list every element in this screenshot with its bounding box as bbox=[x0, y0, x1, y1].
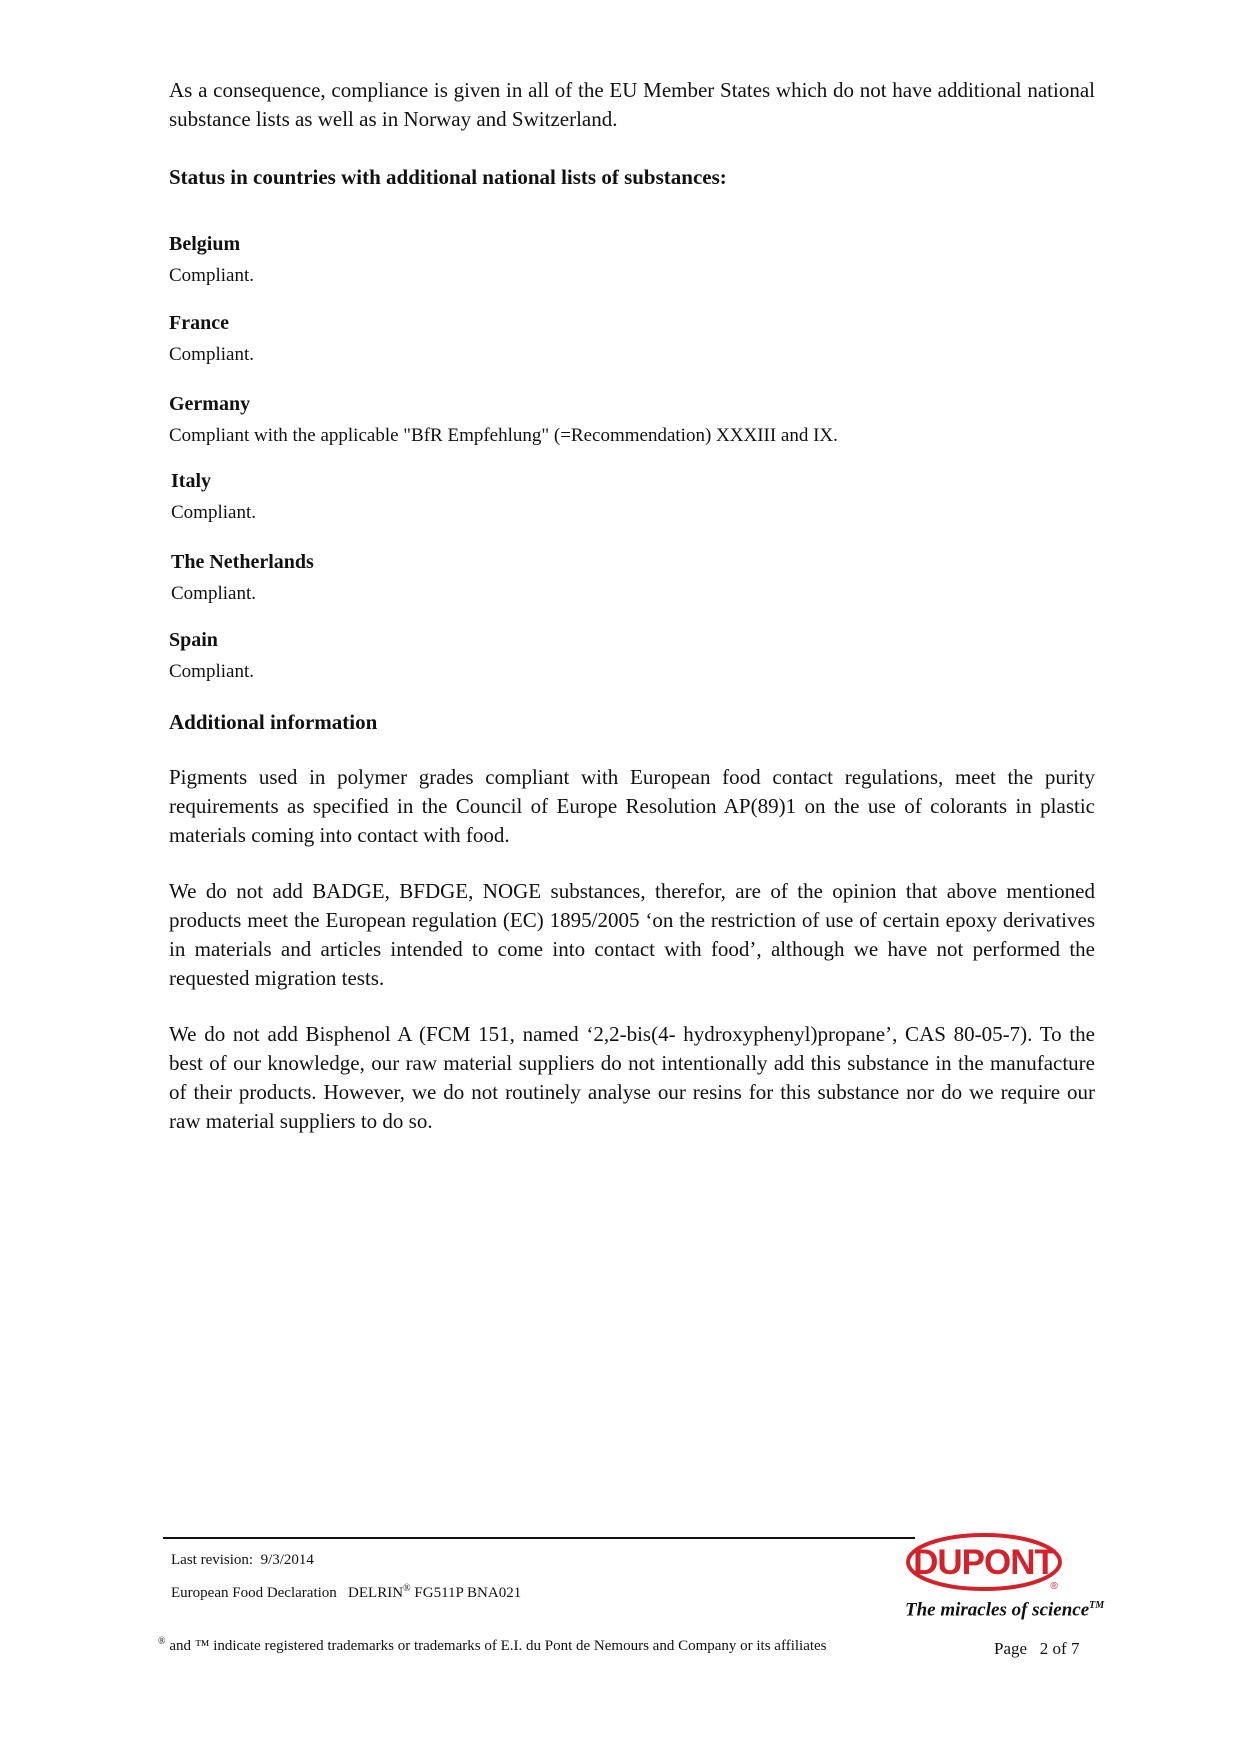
product-code: FG511P BNA021 bbox=[414, 1585, 522, 1601]
logo-registered-mark: ® bbox=[1050, 1581, 1058, 1592]
tagline bbox=[905, 1595, 1125, 1621]
country-spain bbox=[169, 627, 1095, 685]
badge-paragraph bbox=[169, 877, 1095, 993]
intro-text: As a consequence, compliance is given in all of the EU Member States which do not have additional national substance lists as well as in Norway and Switzerland. bbox=[169, 78, 1095, 131]
paragraph-text: We do not add Bisphenol A (FCM 151, named ‘2,2-bis(4- hydroxyphenyl)propane’, CAS 80-05-7). To the best of our knowledge, our raw material suppliers do not intentionally add this substance in the manufacture of their products. However, we do not routinely analyse our resins for this substance nor do we require our raw material suppliers to do so. bbox=[169, 1022, 1095, 1133]
last-revision-date: 9/3/2014 bbox=[260, 1552, 314, 1568]
intro-paragraph bbox=[169, 76, 1095, 134]
declaration-line bbox=[171, 1584, 521, 1602]
country-status: Compliant. bbox=[171, 583, 256, 604]
trademark-note bbox=[158, 1637, 918, 1655]
country-germany bbox=[169, 391, 1095, 449]
country-belgium bbox=[169, 231, 1095, 289]
country-name: France bbox=[169, 312, 229, 334]
bisphenol-paragraph bbox=[169, 1020, 1095, 1136]
country-status: Compliant. bbox=[171, 502, 256, 523]
trademark-symbol: ® bbox=[158, 1636, 166, 1647]
registered-mark: ® bbox=[403, 1583, 411, 1594]
country-status: Compliant. bbox=[169, 661, 254, 682]
paragraph-text: Pigments used in polymer grades compliant with European food contact regulations, meet the purity requirements as specified in the Council of Europe Resolution AP(89)1 on the use of colorants in plastic materials coming into contact with food. bbox=[169, 765, 1095, 847]
country-name: Spain bbox=[169, 629, 218, 651]
country-italy bbox=[171, 468, 1097, 526]
last-revision-label: Last revision: bbox=[171, 1552, 254, 1568]
footer-divider bbox=[163, 1537, 915, 1539]
tagline-mark: TM bbox=[1089, 1600, 1105, 1611]
country-status: Compliant. bbox=[169, 344, 254, 365]
country-name: Italy bbox=[171, 470, 211, 492]
logo-wordmark: DUPONT bbox=[913, 1543, 1055, 1582]
status-heading-block bbox=[169, 163, 1095, 192]
declaration-label: European Food Declaration bbox=[171, 1585, 337, 1601]
country-netherlands bbox=[171, 549, 1097, 607]
page-label: Page bbox=[994, 1639, 1028, 1658]
pigments-paragraph bbox=[169, 763, 1095, 850]
page-indicator bbox=[994, 1640, 1079, 1658]
status-heading: Status in countries with additional national lists of substances: bbox=[169, 165, 727, 189]
product-brand: DELRIN bbox=[348, 1585, 404, 1601]
last-revision bbox=[171, 1551, 314, 1569]
country-france bbox=[169, 310, 1095, 368]
additional-heading: Additional information bbox=[169, 710, 378, 734]
additional-heading-block bbox=[169, 708, 1095, 737]
country-name: Belgium bbox=[169, 233, 241, 255]
page-number: 2 of 7 bbox=[1039, 1639, 1080, 1658]
country-name: Germany bbox=[169, 393, 251, 415]
country-name: The Netherlands bbox=[171, 551, 314, 573]
country-status: Compliant. bbox=[169, 265, 254, 286]
country-status: Compliant with the applicable "BfR Empfehlung" (=Recommendation) XXXIII and IX. bbox=[169, 425, 838, 446]
trademark-text: and ™ indicate registered trademarks or trademarks of E.I. du Pont de Nemours and Company or its affiliates bbox=[169, 1638, 827, 1654]
tagline-text: The miracles of science bbox=[905, 1599, 1090, 1621]
paragraph-text: We do not add BADGE, BFDGE, NOGE substances, therefor, are of the opinion that above mentioned products meet the European regulation (EC) 1895/2005 ‘on the restriction of use of certain epoxy derivatives in materials and articles intended to come into contact with food’, although we have not performed the requested migration tests. bbox=[169, 879, 1095, 990]
dupont-logo bbox=[904, 1532, 1064, 1592]
